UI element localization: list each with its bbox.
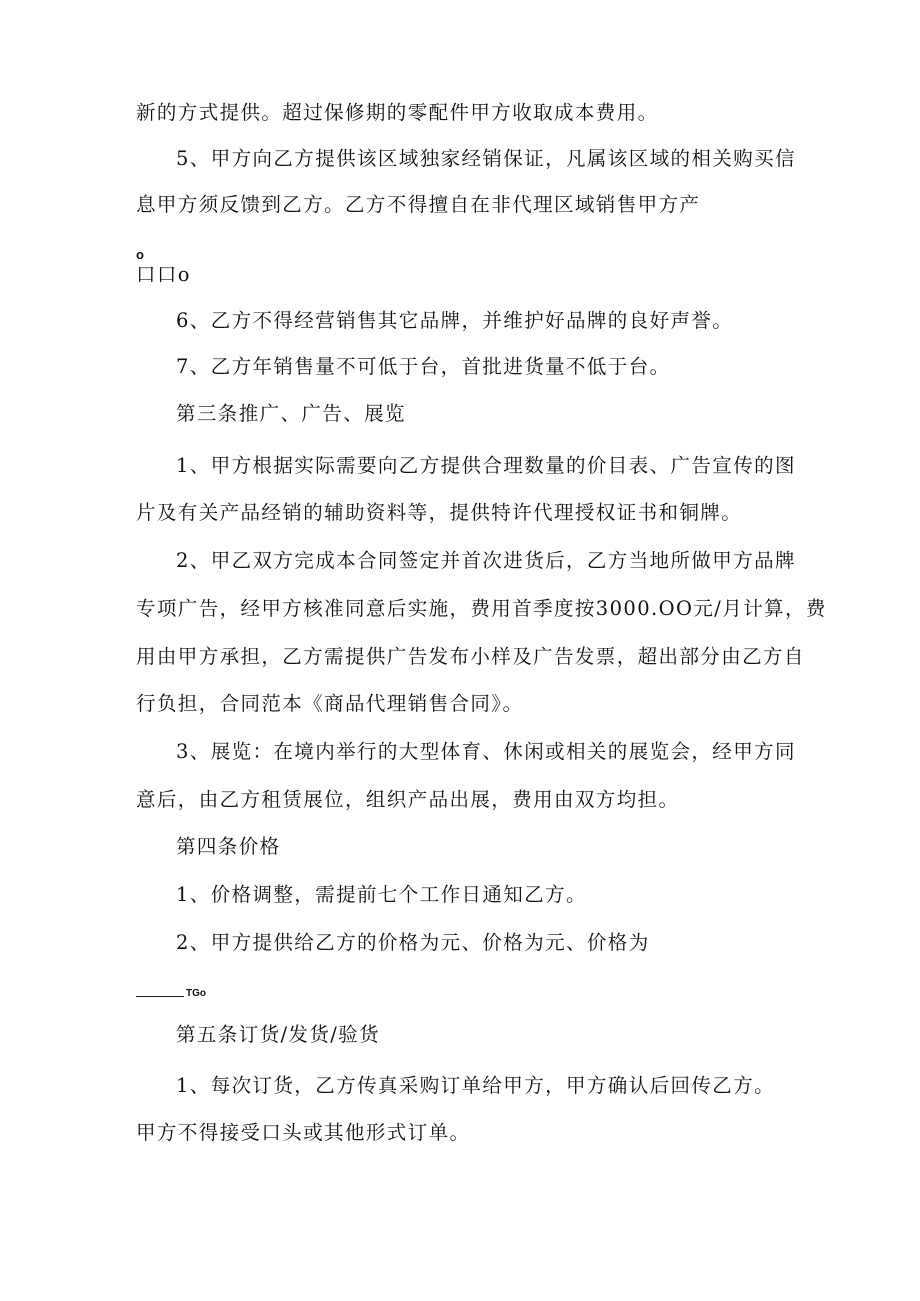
text-line-10: 片及有关产品经销的辅助资料等，提供特许代理授权证书和铜牌。 [136, 501, 743, 524]
text-line-2: 5、甲方向乙方提供该区域独家经销保证，凡属该区域的相关购买信 [176, 147, 796, 170]
text-line-3: 息甲方须反馈到乙方。乙方不得擅自在非代理区域销售甲方产 [136, 193, 701, 216]
text-line-14: 行负担，合同范本《商品代理销售合同》。 [136, 692, 524, 715]
text-line-15: 3、展览：在境内举行的大型体育、休闲或相关的展览会，经甲方同 [176, 740, 796, 763]
text-line-11: 2、甲乙双方完成本合同签定并首次进货后，乙方当地所做甲方品牌 [176, 549, 796, 572]
text-line-5: 口口o [136, 263, 191, 286]
text-line-22: 1、每次订货，乙方传真采购订单给甲方，甲方确认后回传乙方。 [176, 1074, 776, 1097]
text-line-16: 意后，由乙方租赁展位，组织产品出展，费用由双方均担。 [136, 788, 680, 811]
text-line-18: 1、价格调整，需提前七个工作日通知乙方。 [176, 883, 587, 906]
text-line-23: 甲方不得接受口头或其他形式订单。 [136, 1121, 471, 1144]
text-line-6: 6、乙方不得经营销售其它品牌，并维护好品牌的良好声誉。 [176, 309, 734, 332]
text-line-12: 专项广告，经甲方核准同意后实施，费用首季度按3000.OO元/月计算，费 [136, 597, 827, 620]
text-line-9: 1、甲方根据实际需要向乙方提供合理数量的价目表、广告宣传的图 [176, 454, 796, 477]
text-line-19: 2、甲方提供给乙方的价格为元、价格为元、价格为 [176, 931, 650, 954]
blank-fill-line [136, 996, 184, 997]
text-line-tgo: TGo [186, 988, 206, 999]
text-line-7: 7、乙方年销售量不可低于台，首批进货量不低于台。 [176, 355, 671, 378]
text-line-1: 新的方式提供。超过保修期的零配件甲方收取成本费用。 [136, 101, 659, 124]
text-line-4-o: o [136, 247, 144, 262]
section-heading-4: 第四条价格 [176, 835, 281, 858]
text-line-13: 用由甲方承担，乙方需提供广告发布小样及广告发票，超出部分由乙方自 [136, 645, 805, 668]
section-heading-3: 第三条推广、广告、展览 [176, 402, 406, 425]
section-heading-5: 第五条订货/发货/验货 [176, 1023, 381, 1046]
